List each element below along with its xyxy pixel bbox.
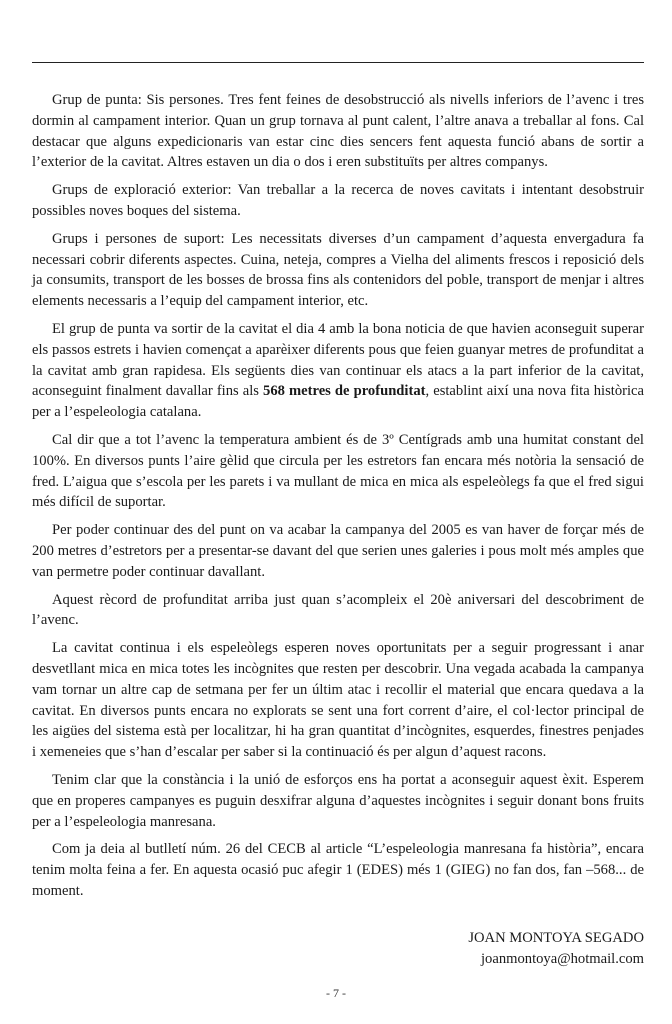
article-body bbox=[32, 90, 644, 909]
paragraph-2: Grups de exploració exterior: Van treballar a la recerca de noves cavitats i intentant desobstruir possibles noves boques del sistema. bbox=[32, 182, 644, 219]
depth-highlight: 568 metres de profunditat bbox=[263, 383, 426, 400]
paragraph-1: Grup de punta: Sis persones. Tres fent feines de desobstrucció als nivells inferiors de l’avenc i tres dormin al campament interior. Quan un grup tornava al punt calent, l’altre anava a treballar al fons. Cal destacar que alguns expedicionaris van estar cinc dies sencers fent aquesta funció abans de sortir a l’exterior de la cavitat. Altres estaven un dia o dos i eren substituïts per altres companys. bbox=[32, 92, 644, 171]
paragraph-4 bbox=[32, 319, 644, 423]
paragraph-6: Per poder continuar des del punt on va acabar la campanya del 2005 es van haver de forçar més de 200 metres d’estretors per a presentar-se davant del que serien unes galeries i pous molt més amples que van permetre poder continuar davallant. bbox=[32, 522, 644, 580]
paragraph-8: La cavitat continua i els espeleòlegs esperen noves oportunitats per a seguir progressant i anar desvetllant mica en mica totes les incògnites que resten per descobrir. Una vegada acabada la campanya vam tornar un altre cap de setmana per fer un últim atac i recollir el material que encara quedava a la cavitat. En diversos punts encara no explorats se sent una fort corrent d’aire, el col·lector principal de les aigües del sistema està per localitzar, hi ha gran quantitat d’incògnites, esquerdes, finestres penjades i xemeneies que s’han d’escalar per saber si la continuació és per algun d’aquest racons. bbox=[32, 640, 644, 761]
signature-block bbox=[468, 928, 644, 970]
author-name: JOAN MONTOYA SEGADO bbox=[468, 930, 644, 946]
paragraph-5: Cal dir que a tot l’avenc la temperatura ambient és de 3º Centígrads amb una humitat constant del 100%. En diversos punts l’aire gèlid que circula per les estretors fan encara més notòria la sensació de fred. L’aigua que s’escola per les parets i va mullant de mica en mica als espeleòlegs fa que el fred sigui més difícil de suportar. bbox=[32, 431, 644, 511]
author-email: joanmontoya@hotmail.com bbox=[481, 951, 644, 967]
page-number: - 7 - bbox=[326, 986, 346, 1000]
paragraph-3: Grups i persones de suport: Les necessitats diverses d’un campament d’aquesta envergadura fa necessari cobrir diferents aspectes. Cuina, neteja, compres a Vielha del aliments frescos i reposició dels ja consumits, transport de les bosses de brossa fins als contenidors del poble, transport de menjar i altres elements necessaris a l’equip del campament interior, etc. bbox=[32, 230, 644, 310]
paragraph-4-start: El grup de punta va sortir de la cavitat el dia 4 amb la bona noticia de que havien aconseguit superar els passos estrets i havien començat a aparèixer diferents pous que feien guanyar metres de profunditat a la cavitat amb gran rapidesa. Els següents dies van continuar els atacs a la part inferior de la cavitat, aconseguint finalment davallar fins als bbox=[32, 320, 644, 400]
paragraph-9: Tenim clar que la constància i la unió de esforços ens ha portat a aconseguir aquest èxit. Esperem que en properes campanyes es puguin desxifrar alguna d’aquestes incògnites i seguir donant bons fruits per a l’espeleologia manresana. bbox=[32, 771, 644, 830]
paragraph-7: Aquest rècord de profunditat arriba just quan s’acompleix el 20è aniversari del descobriment de l’avenc. bbox=[32, 591, 644, 629]
paragraph-10: Com ja deia al butlletí núm. 26 del CECB al article “L’espeleologia manresana fa història”, encara tenim molta feina a fer. En aquesta ocasió puc afegir 1 (EDES) més 1 (GIEG) no fan dos, fan –568... de moment. bbox=[32, 841, 644, 899]
paragraph-4-end: , establint així una nova fita històrica per a l’espeleologia catalana. bbox=[32, 383, 644, 421]
top-rule bbox=[32, 62, 644, 63]
